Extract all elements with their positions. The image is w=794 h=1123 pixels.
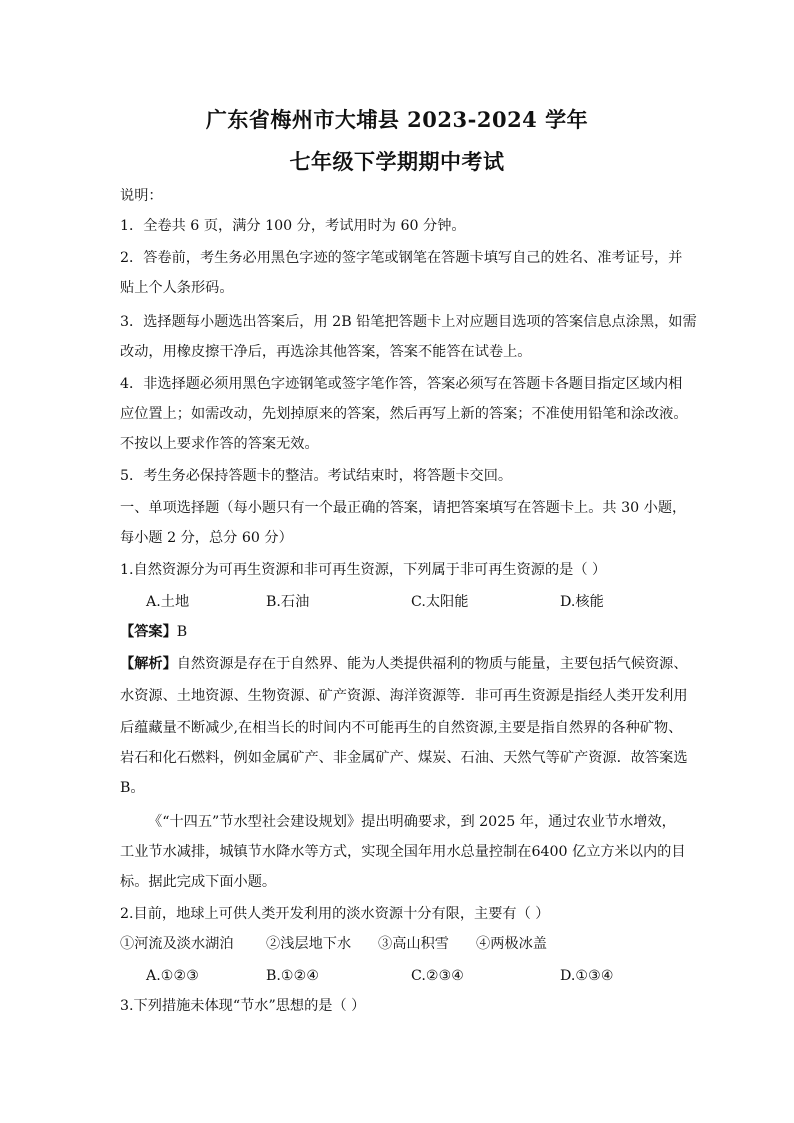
exam-subtitle: 七年级下学期期中考试: [289, 149, 505, 174]
question-3-stem: 3.下列措施未体现“节水”思想的是（ ）: [120, 998, 366, 1014]
instructions-heading: 说明：: [120, 188, 163, 204]
question-2-item-1: ①河流及淡水湖泊: [120, 936, 234, 952]
instruction-item-4-cont: 应位置上；如需改动，先划掉原来的答案，然后再写上新的答案；不准使用铅笔和涂改液。: [120, 406, 688, 422]
passage-line-1: 《“十四五”节水型社会建设规划》提出明确要求，到 2025 年，通过农业节水增效，: [148, 814, 676, 830]
section-heading-cont: 每小题 2 分，总分 60 分）: [120, 530, 293, 546]
question-1-stem: 1.自然资源分为可再生资源和非可再生资源，下列属于非可再生资源的是（ ）: [120, 562, 607, 578]
question-1-option-b: B.石油: [266, 594, 310, 610]
analysis-line-2: 水资源、土地资源、生物资源、矿产资源、海洋资源等．非可再生资源是指经人类开发利用: [120, 688, 688, 704]
analysis-text: 自然资源是存在于自然界、能为人类提供福利的物质与能量，主要包括气候资源、: [176, 656, 688, 672]
question-2-item-2: ②浅层地下水: [266, 936, 352, 952]
answer-tag: 【答案】: [120, 624, 177, 640]
instruction-item-3-cont: 改动，用橡皮擦干净后，再选涂其他答案，答案不能答在试卷上。: [120, 344, 532, 360]
instruction-item-4: 4．非选择题必须用黑色字迹钢笔或签字笔作答，答案必须写在答题卡各题目指定区域内相: [120, 376, 683, 392]
analysis-tag: 【解析】: [120, 656, 177, 672]
section-heading: 一、单项选择题（每小题只有一个最正确的答案，请把答案填写在答题卡上。共 30 小题，: [120, 500, 687, 516]
question-2-item-3: ③高山积雪: [378, 936, 449, 952]
analysis-line-5: B。: [120, 780, 145, 796]
instruction-item-1: 1．全卷共 6 页，满分 100 分，考试用时为 60 分钟。: [120, 218, 466, 234]
question-2-item-4: ④两极冰盖: [476, 936, 547, 952]
answer-value: B: [176, 624, 188, 640]
question-1-option-c: C.太阳能: [411, 594, 469, 610]
instruction-item-2: 2．答卷前，考生务必用黑色字迹的签字笔或钢笔在答题卡填写自己的姓名、准考证号，并: [120, 250, 683, 266]
passage-line-2: 工业节水减排，城镇节水降水等方式，实现全国年用水总量控制在6400 亿立方米以内的目: [120, 844, 686, 860]
instruction-item-4-cont2: 不按以上要求作答的答案无效。: [120, 436, 319, 452]
question-1-answer: [120, 622, 680, 642]
question-2-option-c: C.②③④: [411, 968, 465, 984]
analysis-line-4: 岩石和化石燃料，例如金属矿产、非金属矿产、煤炭、石油、天然气等矿产资源．故答案选: [120, 750, 688, 766]
question-1-option-a: A.土地: [146, 594, 190, 610]
instruction-item-3: 3．选择题每小题选出答案后，用 2B 铅笔把答题卡上对应题目选项的答案信息点涂黑，如需: [120, 314, 697, 330]
question-2-option-a: A.①②③: [146, 968, 199, 984]
question-2-stem: 2.目前，地球上可供人类开发利用的淡水资源十分有限，主要有（ ）: [120, 906, 550, 922]
question-2-option-b: B.①②④: [266, 968, 320, 984]
question-1-option-d: D.核能: [560, 594, 604, 610]
question-1-analysis: [120, 654, 688, 674]
passage-line-3: 标。据此完成下面小题。: [120, 874, 277, 890]
analysis-line-3: 后蕴藏量不断减少,在相当长的时间内不可能再生的自然资源,主要是指自然界的各种矿物、: [120, 720, 683, 736]
question-2-option-d: D.①③④: [560, 968, 614, 984]
instruction-item-5: 5．考生务必保持答题卡的整洁。考试结束时，将答题卡交回。: [120, 468, 513, 484]
exam-title: 广东省梅州市大埔县 2023-2024 学年: [205, 107, 589, 132]
instruction-item-2-cont: 贴上个人条形码。: [120, 280, 234, 296]
